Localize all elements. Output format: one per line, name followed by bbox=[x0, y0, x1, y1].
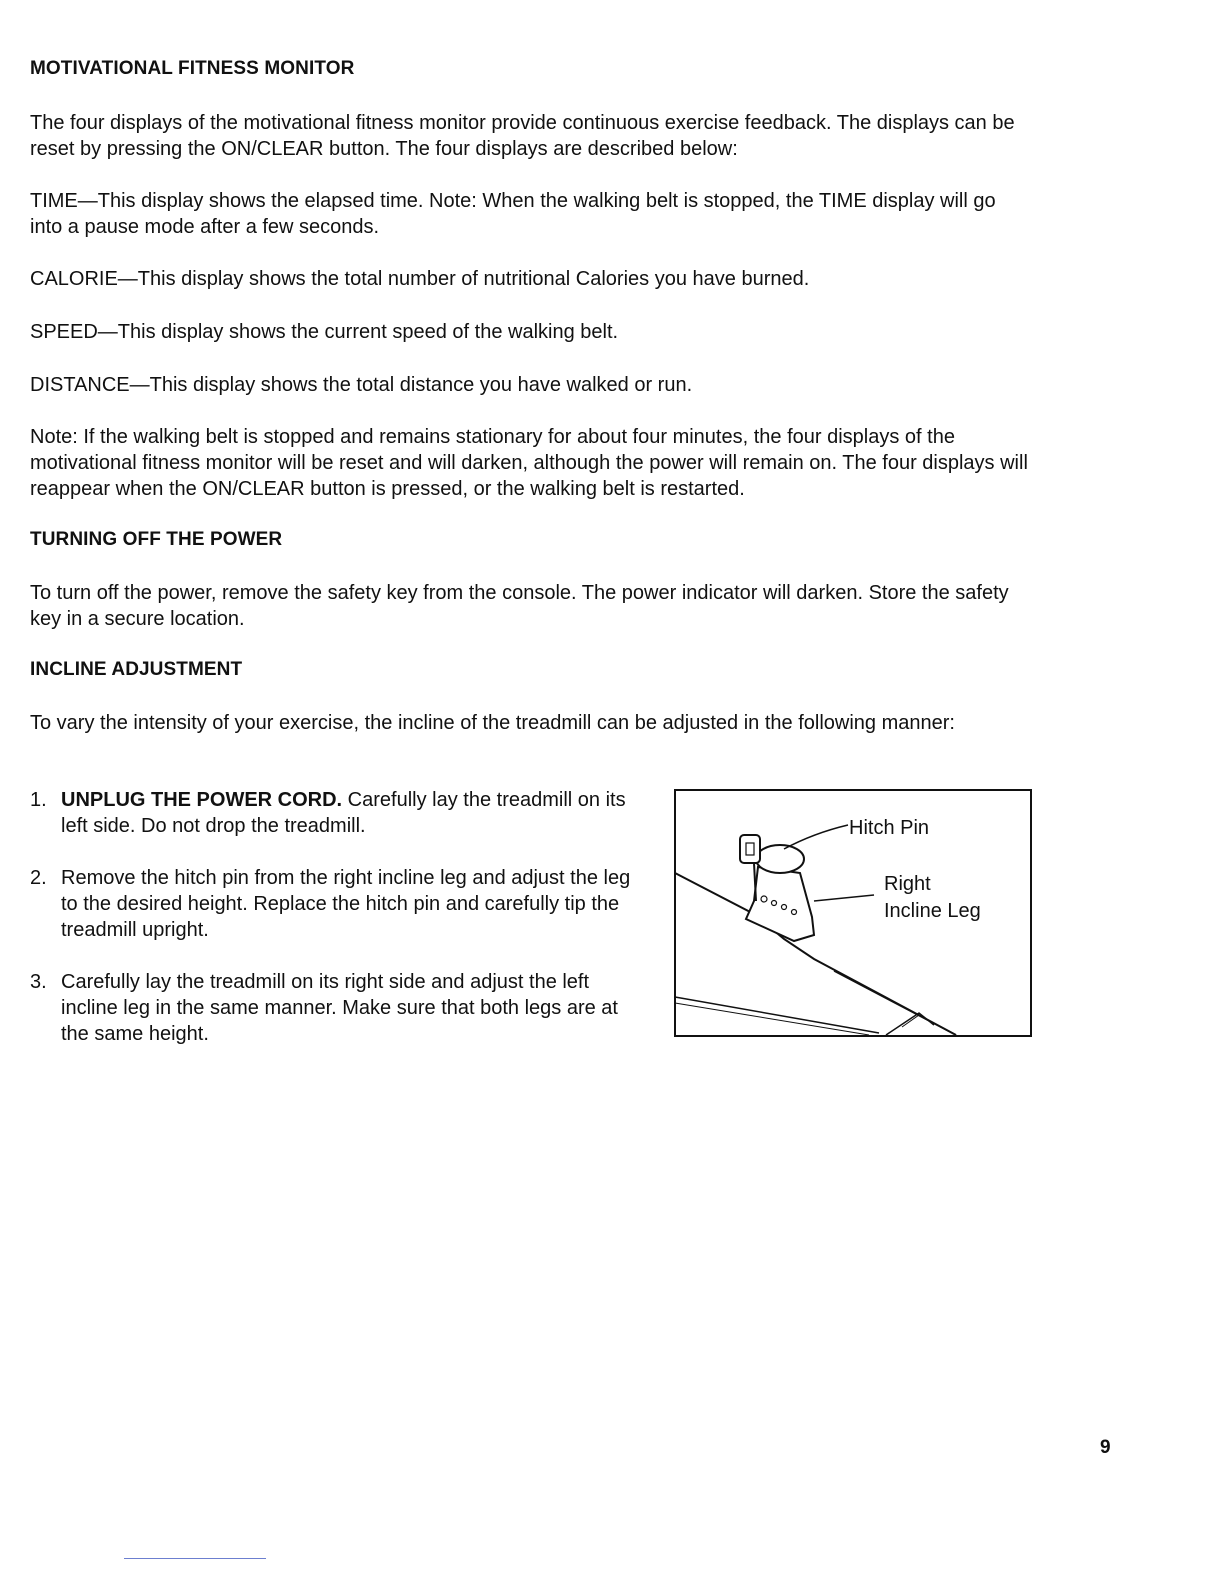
step-text: Carefully lay the treadmill on its left side. Do not drop the treadmill. bbox=[61, 789, 626, 837]
step-number: 2. bbox=[30, 867, 47, 889]
label-right: Right bbox=[884, 873, 931, 895]
step-number: 1. bbox=[30, 789, 47, 811]
incline-leg-diagram bbox=[674, 789, 1032, 1037]
paragraph-incline-intro: To vary the intensity of your exercise, the incline of the treadmill can be adjusted in the following manner: bbox=[30, 712, 955, 734]
paragraph-note: Note: If the walking belt is stopped and remains stationary for about four minutes, the four displays of the motivational fitness monitor will be reset and will darken, although the power will remain on. The four displays will reappear when the ON/CLEAR button is pressed, or the walking belt is restarted. bbox=[30, 426, 1028, 500]
heading-incline-adjustment: INCLINE ADJUSTMENT bbox=[30, 659, 243, 680]
paragraph-time: TIME—This display shows the elapsed time. Note: When the walking belt is stopped, the TIME display will go into a pause mode after a few seconds. bbox=[30, 190, 996, 238]
footer-rule bbox=[124, 1558, 266, 1559]
heading-turning-off-power: TURNING OFF THE POWER bbox=[30, 529, 283, 550]
step-bold-text: UNPLUG THE POWER CORD. bbox=[61, 789, 343, 811]
label-incline-leg: Incline Leg bbox=[884, 900, 981, 922]
paragraph-monitor-intro: The four displays of the motivational fitness monitor provide continuous exercise feedback. The displays can be reset by pressing the ON/CLEAR button. The four displays are described below: bbox=[30, 112, 1015, 160]
label-hitch-pin: Hitch Pin bbox=[849, 817, 930, 839]
paragraph-speed: SPEED—This display shows the current speed of the walking belt. bbox=[30, 321, 619, 343]
step-number: 3. bbox=[30, 971, 47, 993]
paragraph-turn-off: To turn off the power, remove the safety key from the console. The power indicator will darken. Store the safety key in a secure location. bbox=[30, 582, 1009, 630]
incline-leg-top bbox=[756, 845, 804, 873]
step-text: Remove the hitch pin from the right incline leg and adjust the leg to the desired height. Replace the hitch pin and carefully tip the treadmill upright. bbox=[61, 867, 631, 941]
step-text: Carefully lay the treadmill on its right side and adjust the left incline leg in the same manner. Make sure that both legs are at the same height. bbox=[61, 971, 618, 1045]
paragraph-calorie: CALORIE—This display shows the total number of nutritional Calories you have burned. bbox=[30, 268, 810, 290]
hitch-pin-ring bbox=[740, 835, 760, 863]
paragraph-distance: DISTANCE—This display shows the total distance you have walked or run. bbox=[30, 374, 693, 396]
page-number: 9 bbox=[1100, 1437, 1111, 1458]
heading-motivational-fitness-monitor: MOTIVATIONAL FITNESS MONITOR bbox=[30, 58, 355, 79]
